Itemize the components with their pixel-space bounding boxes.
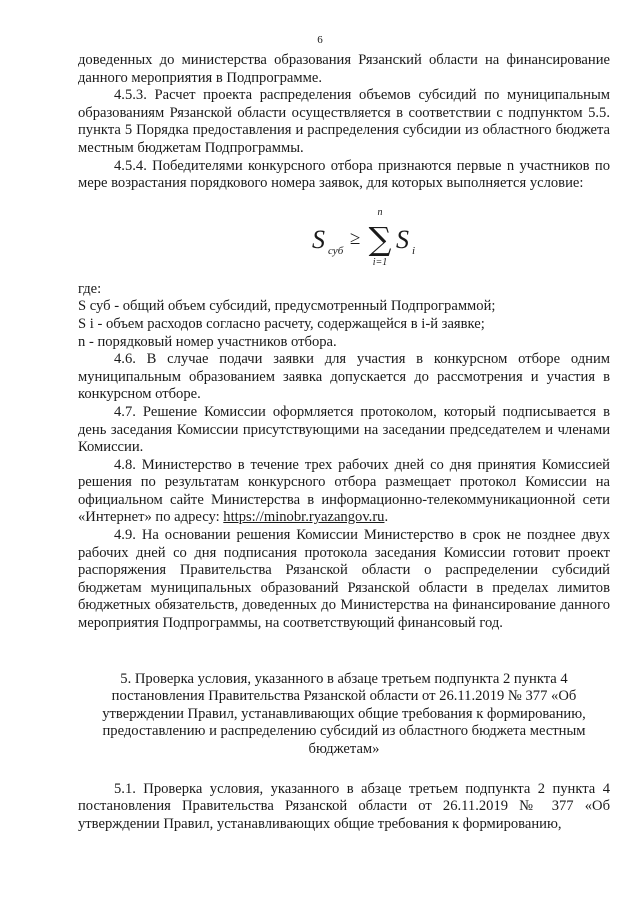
paragraph-continuation: доведенных до министерства образования Рязанский области на финансирование данного мероприятия в Подпрограмме. [78, 52, 610, 86]
paragraph-4-9: 4.9. На основании решения Комиссии Министерство в срок не позднее двух рабочих дней со дня подписания протокола заседания Комиссии готовит проект распоряжения Правительства Рязанской области о распределении субсидий бюджетам муниципальных образований Рязанской области в пределах лимитов бюджетных обязательств, доведенных до Министерства на финансирование данного мероприятия Подпрограммы, на соответствующий финансовый год. [78, 527, 610, 632]
definition-n: n - порядковый номер участников отбора. [78, 333, 337, 350]
paragraph-4-6: 4.6. В случае подачи заявки для участия в конкурсном отборе одним муниципальным образованием заявка допускается до рассмотрения и участия в конкурсном отборе. [78, 351, 610, 403]
formula-sigma: ∑ [368, 219, 392, 258]
paragraph-4-8 [78, 457, 610, 527]
formula-relation: ≥ [350, 227, 361, 249]
formula-sum-lower: i=1 [372, 256, 388, 268]
where-label: где: [78, 280, 102, 297]
page-number: 6 [317, 34, 323, 46]
formula-block [78, 193, 610, 281]
formula-rhs: S [396, 224, 409, 254]
document-body [78, 52, 610, 833]
paragraph-4-8-end: . [384, 509, 389, 526]
paragraph-5-1: 5.1. Проверка условия, указанного в абзаце третьем подпункта 2 пункта 4 постановления Правительства Рязанской области от 26.11.2019 № 377 «Об утверждении Правил, устанавливающих общие требования к формированию, [78, 780, 610, 832]
formula-lhs-subscript: суб [328, 244, 344, 257]
paragraph-4-5-4: 4.5.4. Победителями конкурсного отбора признаются первые n участников по мере возрастания порядкового номера заявок, для которых выполняется условие: [78, 157, 610, 192]
section-5-heading: 5. Проверка условия, указанного в абзаце третьем подпункта 2 пункта 4 постановления Правительства Рязанской области от 26.11.2019 № 377 «Об утверждении Правил, устанавливающих общие требования к формированию, предоставлению и распределению субсидий из областного бюджета местным бюджетам» [102, 670, 586, 757]
paragraph-4-5-3: 4.5.3. Расчет проекта распределения объемов субсидий по муниципальным образованиям Рязанской области осуществляется в соответствии с подпунктом 5.5. пункта 5 Порядка предоставления и распределения субсидии из областного бюджета местным бюджетам Подпрограммы. [78, 87, 610, 156]
paragraph-4-7: 4.7. Решение Комиссии оформляется протоколом, который подписывается в день заседания Комиссии присутствующими на заседании председателем и членами Комиссии. [78, 403, 610, 456]
formula-rhs-subscript: i [412, 244, 416, 257]
subsidy-formula [308, 199, 438, 277]
definition-s-sub: S суб - общий объем субсидий, предусмотренный Подпрограммой; [78, 298, 496, 315]
formula-sum-upper: n [377, 206, 383, 218]
formula-lhs: S [312, 224, 325, 254]
ministry-website-link[interactable]: https://minobr.ryazangov.ru [223, 509, 385, 526]
definition-s-i: S i - объем расходов согласно расчету, содержащейся в i-й заявке; [78, 315, 485, 332]
paragraph-4-8-text: 4.8. Министерство в течение трех рабочих дней со дня принятия Комиссией решения по результатам конкурсного отбора размещает протокол Комиссии на официальном сайте Министерства в информационно-телекоммуникационной сети «Интернет» по адресу: [78, 456, 610, 526]
